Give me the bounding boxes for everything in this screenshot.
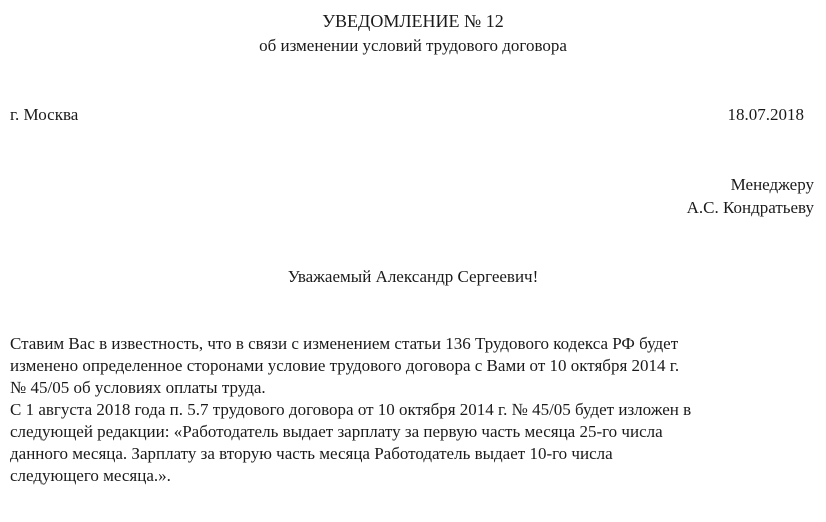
document-city: г. Москва xyxy=(10,105,79,124)
recipient-name: А.С. Кондратьеву xyxy=(686,198,814,217)
document-title: УВЕДОМЛЕНИЕ № 12 xyxy=(322,11,504,31)
body-text xyxy=(10,333,816,487)
greeting: Уважаемый Александр Сергеевич! xyxy=(287,267,539,286)
recipient-position: Менеджеру xyxy=(730,175,814,194)
body-line: С 1 августа 2018 года п. 5.7 трудового договора от 10 октября 2014 г. № 45/05 будет изложен в xyxy=(10,400,692,419)
document-date: 18.07.2018 xyxy=(727,105,804,124)
body-line: Ставим Вас в известность, что в связи с изменением статьи 136 Трудового кодекса РФ будет xyxy=(10,334,679,353)
body-line: следующего месяца.». xyxy=(10,466,171,485)
document-subtitle: об изменении условий трудового договора xyxy=(259,36,567,55)
body-line: изменено определенное сторонами условие трудового договора с Вами от 10 октября 2014 г. xyxy=(10,356,680,375)
body-line: данного месяца. Зарплату за вторую часть месяца Работодатель выдает 10-го числа xyxy=(10,444,613,463)
body-line: № 45/05 об условиях оплаты труда. xyxy=(10,378,266,397)
body-line: следующей редакции: «Работодатель выдает зарплату за первую часть месяца 25-го числа xyxy=(10,422,663,441)
recipient-block xyxy=(687,173,814,219)
